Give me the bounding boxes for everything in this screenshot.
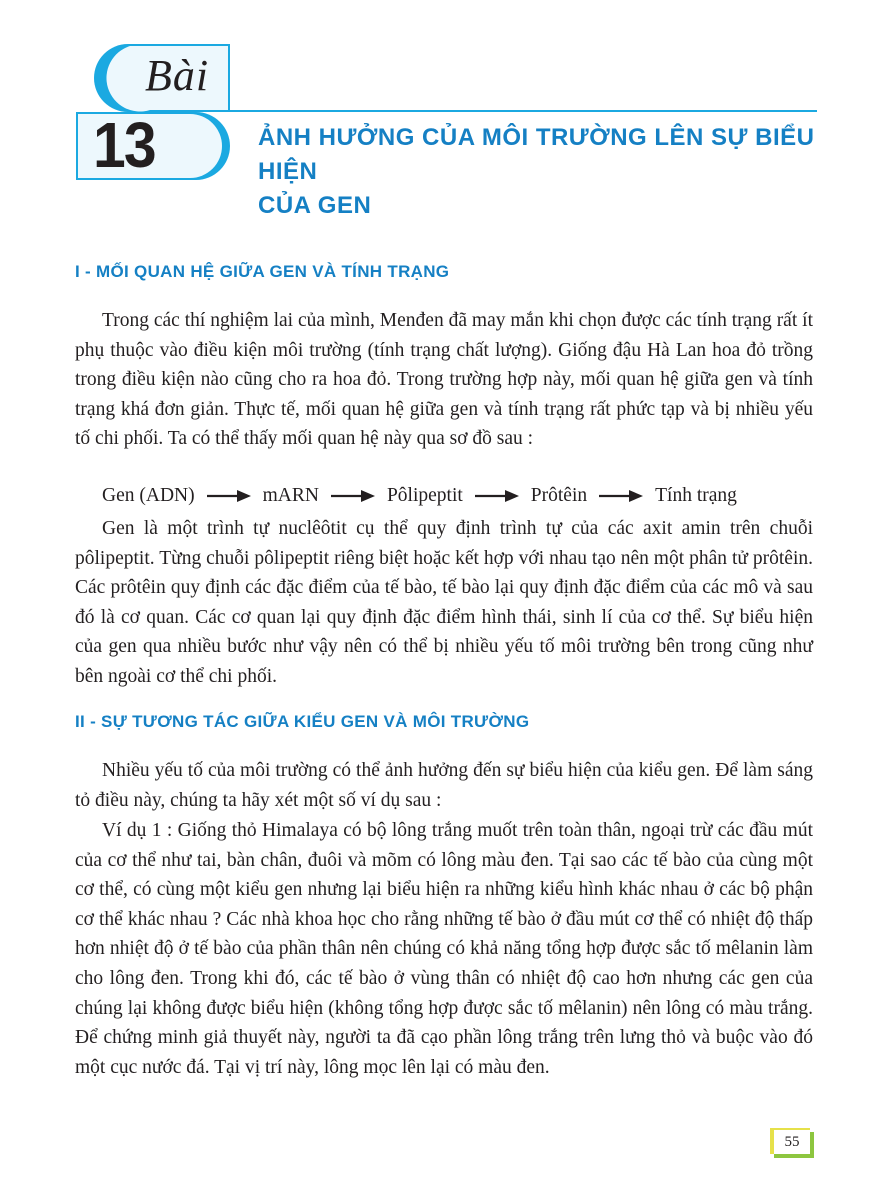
page-number: 55	[784, 1134, 800, 1150]
section-1-paragraph-1: Trong các thí nghiệm lai của mình, Menđen đã may mắn khi chọn được các tính trạng rất ít phụ thuộc vào điều kiện môi trường (tính trạng chất lượng). Giống đậu Hà Lan hoa đỏ trồng trong điều kiện nào cũng cho ra hoa đỏ. Trong trường hợp này, mối quan hệ giữa gen và tính trạng khá đơn giản. Thực tế, mối quan hệ giữa gen và tính trạng rất phức tạp và bị nhiều yếu tố chi phối. Ta có thể thấy mối quan hệ này qua sơ đồ sau :	[75, 310, 813, 450]
section-heading-1: I - MỐI QUAN HỆ GIỮA GEN VÀ TÍNH TRẠNG	[75, 262, 450, 281]
lesson-title-line-1: ẢNH HƯỞNG CỦA MÔI TRƯỜNG LÊN SỰ BIỂU HIỆN	[258, 124, 815, 185]
flow-arrow-icon	[207, 490, 251, 502]
header-rule	[222, 110, 817, 112]
flow-step-protein: Prôtêin	[530, 485, 588, 506]
lesson-title-line-2: CỦA GEN	[258, 192, 372, 219]
flow-step-trait: Tính trạng	[655, 485, 737, 506]
section-heading-2: II - SỰ TƯƠNG TÁC GIỮA KIỂU GEN VÀ MÔI TRƯỜNG	[75, 712, 530, 731]
flow-step-polypeptide: Pôlipeptit	[386, 485, 463, 506]
flow-arrow-icon	[599, 490, 643, 502]
lesson-number: 13	[93, 109, 155, 181]
section-2-paragraph-1: Nhiều yếu tố của môi trường có thể ảnh hưởng đến sự biểu hiện của kiểu gen. Để làm sáng tỏ điều này, chúng ta hãy xét một số ví dụ sau :	[75, 760, 813, 811]
page-number-badge	[770, 1128, 816, 1158]
flow-arrow-icon	[331, 490, 375, 502]
lesson-header	[0, 0, 883, 219]
section-1-paragraph-2: Gen là một trình tự nuclêôtit cụ thể quy định trình tự của các axit amin trên chuỗi pôlipeptit. Từng chuỗi pôlipeptit riêng biệt hoặc kết hợp với nhau tạo nên một phân tử prôtêin. Các prôtêin quy định các đặc điểm của tế bào, tế bào lại quy định đặc điểm của các mô và sau đó là cơ quan. Các cơ quan lại quy định đặc điểm hình thái, sinh lí của cơ thể. Sự biểu hiện của gen qua nhiều bước như vậy nên có thể bị nhiều yếu tố môi trường bên trong cũng như bên ngoài cơ thể chi phối.	[75, 518, 813, 687]
flow-arrow-icon	[475, 490, 519, 502]
lesson-label: Bài	[145, 51, 210, 100]
flow-step-gene: Gen (ADN)	[102, 485, 195, 506]
section-2-paragraph-2: Ví dụ 1 : Giống thỏ Himalaya có bộ lông trắng muốt trên toàn thân, ngoại trừ các đầu mút của cơ thể như tai, bàn chân, đuôi và mõm có lông màu đen. Tại sao các tế bào của cùng một cơ thể, có cùng một kiểu gen nhưng lại biểu hiện ra những kiểu hình khác nhau ở các bộ phận cơ thể khác nhau ? Các nhà khoa học cho rằng những tế bào ở đầu mút cơ thể có nhiệt độ thấp hơn nhiệt độ ở tế bào của phần thân nên chúng có khả năng tổng hợp được sắc tố mêlanin làm cho lông đen. Trong khi đó, các tế bào ở vùng thân có nhiệt độ cao hơn nhưng các gen của chúng lại không được biểu hiện (không tổng hợp được sắc tố mêlanin) nên lông có màu trắng. Để chứng minh giả thuyết này, người ta đã cạo phần lông trắng trên lưng thỏ và buộc vào đó một cục nước đá. Tại vị trí này, lông mọc lên lại có màu đen.	[75, 820, 813, 1078]
lesson-title	[258, 121, 828, 223]
gene-expression-flow	[102, 482, 737, 510]
flow-step-mrna: mARN	[262, 485, 319, 506]
